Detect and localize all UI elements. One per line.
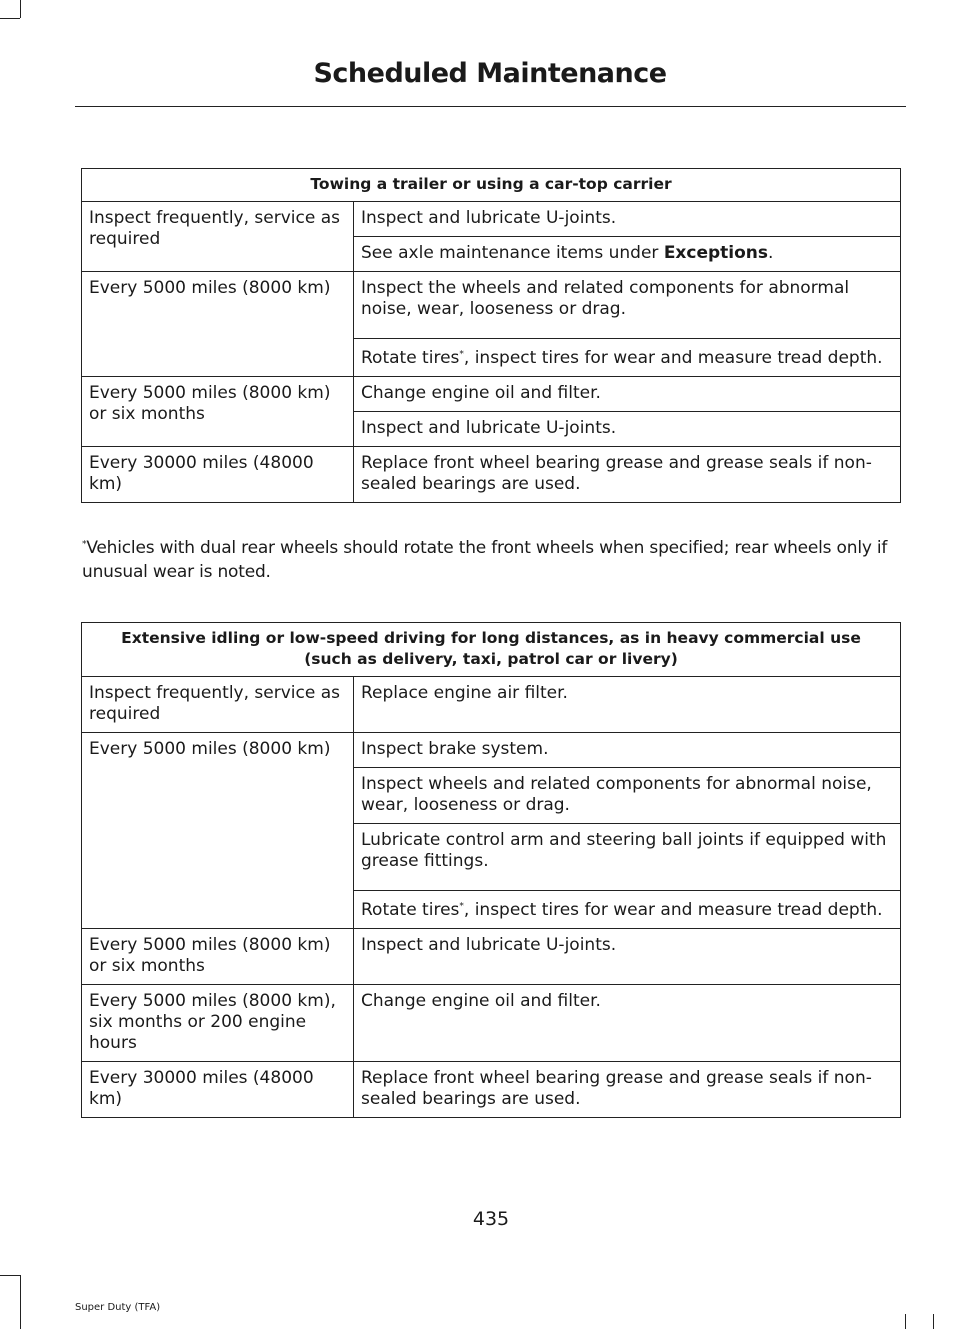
task-cell: Inspect the wheels and related components for abnormal noise, wear, looseness or drag. bbox=[354, 272, 901, 339]
task-cell: Change engine oil and filter. bbox=[354, 377, 901, 412]
crop-mark bbox=[933, 1314, 934, 1329]
task-text: , inspect tires for wear and measure tread depth. bbox=[463, 348, 883, 368]
table-row bbox=[82, 377, 901, 412]
exceptions-reference: Exceptions bbox=[663, 243, 769, 263]
document-id: Super Duty (TFA) bbox=[75, 1302, 161, 1313]
footnote-marker: * bbox=[82, 539, 87, 550]
task-text: . bbox=[768, 243, 774, 263]
table-row bbox=[82, 272, 901, 339]
footnote-marker: * bbox=[459, 901, 464, 912]
table-row bbox=[82, 733, 901, 768]
task-text: Rotate tires bbox=[361, 348, 460, 368]
task-cell: Replace front wheel bearing grease and grease seals if non-sealed bearings are used. bbox=[354, 1062, 901, 1118]
task-cell: Inspect and lubricate U-joints. bbox=[354, 202, 901, 237]
table-row bbox=[82, 929, 901, 985]
task-cell: Replace front wheel bearing grease and grease seals if non-sealed bearings are used. bbox=[354, 447, 901, 503]
table-heading: Towing a trailer or using a car-top carrier bbox=[82, 169, 901, 202]
interval-cell: Every 5000 miles (8000 km) bbox=[82, 733, 354, 929]
task-cell: Change engine oil and filter. bbox=[354, 985, 901, 1062]
task-text: Rotate tires bbox=[361, 900, 460, 920]
task-cell bbox=[354, 237, 901, 272]
table-row bbox=[82, 202, 901, 237]
footnote-marker: * bbox=[459, 349, 464, 360]
task-cell bbox=[354, 339, 901, 377]
task-cell bbox=[354, 891, 901, 929]
task-cell: Inspect and lubricate U-joints. bbox=[354, 412, 901, 447]
towing-maintenance-table bbox=[81, 168, 901, 503]
task-cell: Inspect and lubricate U-joints. bbox=[354, 929, 901, 985]
interval-cell: Every 5000 miles (8000 km), six months or 200 engine hours bbox=[82, 985, 354, 1062]
table-row bbox=[82, 985, 901, 1062]
task-cell: Inspect brake system. bbox=[354, 733, 901, 768]
table-heading: Extensive idling or low-speed driving for long distances, as in heavy commercial use (such as delivery, taxi, patrol car or livery) bbox=[82, 623, 901, 677]
idling-maintenance-table bbox=[81, 622, 901, 1118]
title-divider bbox=[75, 106, 906, 107]
task-cell: Lubricate control arm and steering ball joints if equipped with grease fittings. bbox=[354, 824, 901, 891]
footnote-text: Vehicles with dual rear wheels should rotate the front wheels when specified; rear wheels only if unusual wear is noted. bbox=[82, 538, 888, 582]
task-cell: Inspect wheels and related components for abnormal noise, wear, looseness or drag. bbox=[354, 768, 901, 824]
interval-cell: Every 5000 miles (8000 km) or six months bbox=[82, 377, 354, 447]
table-row bbox=[82, 1062, 901, 1118]
interval-cell: Every 5000 miles (8000 km) bbox=[82, 272, 354, 377]
interval-cell: Every 5000 miles (8000 km) or six months bbox=[82, 929, 354, 985]
footnote bbox=[82, 536, 904, 584]
page-title: Scheduled Maintenance bbox=[313, 58, 667, 89]
page-number: 435 bbox=[472, 1208, 510, 1230]
interval-cell: Every 30000 miles (48000 km) bbox=[82, 447, 354, 503]
crop-mark bbox=[0, 18, 20, 19]
interval-cell: Inspect frequently, service as required bbox=[82, 202, 354, 272]
crop-mark bbox=[20, 1275, 21, 1329]
interval-cell: Every 30000 miles (48000 km) bbox=[82, 1062, 354, 1118]
table-row bbox=[82, 677, 901, 733]
table-row bbox=[82, 447, 901, 503]
table-heading-row bbox=[82, 169, 901, 202]
interval-cell: Inspect frequently, service as required bbox=[82, 677, 354, 733]
crop-mark bbox=[0, 1275, 20, 1276]
crop-mark bbox=[20, 0, 21, 18]
table-heading-row bbox=[82, 623, 901, 677]
task-text: , inspect tires for wear and measure tread depth. bbox=[463, 900, 883, 920]
task-cell: Replace engine air filter. bbox=[354, 677, 901, 733]
crop-mark bbox=[905, 1314, 906, 1329]
task-text: See axle maintenance items under bbox=[361, 243, 664, 263]
